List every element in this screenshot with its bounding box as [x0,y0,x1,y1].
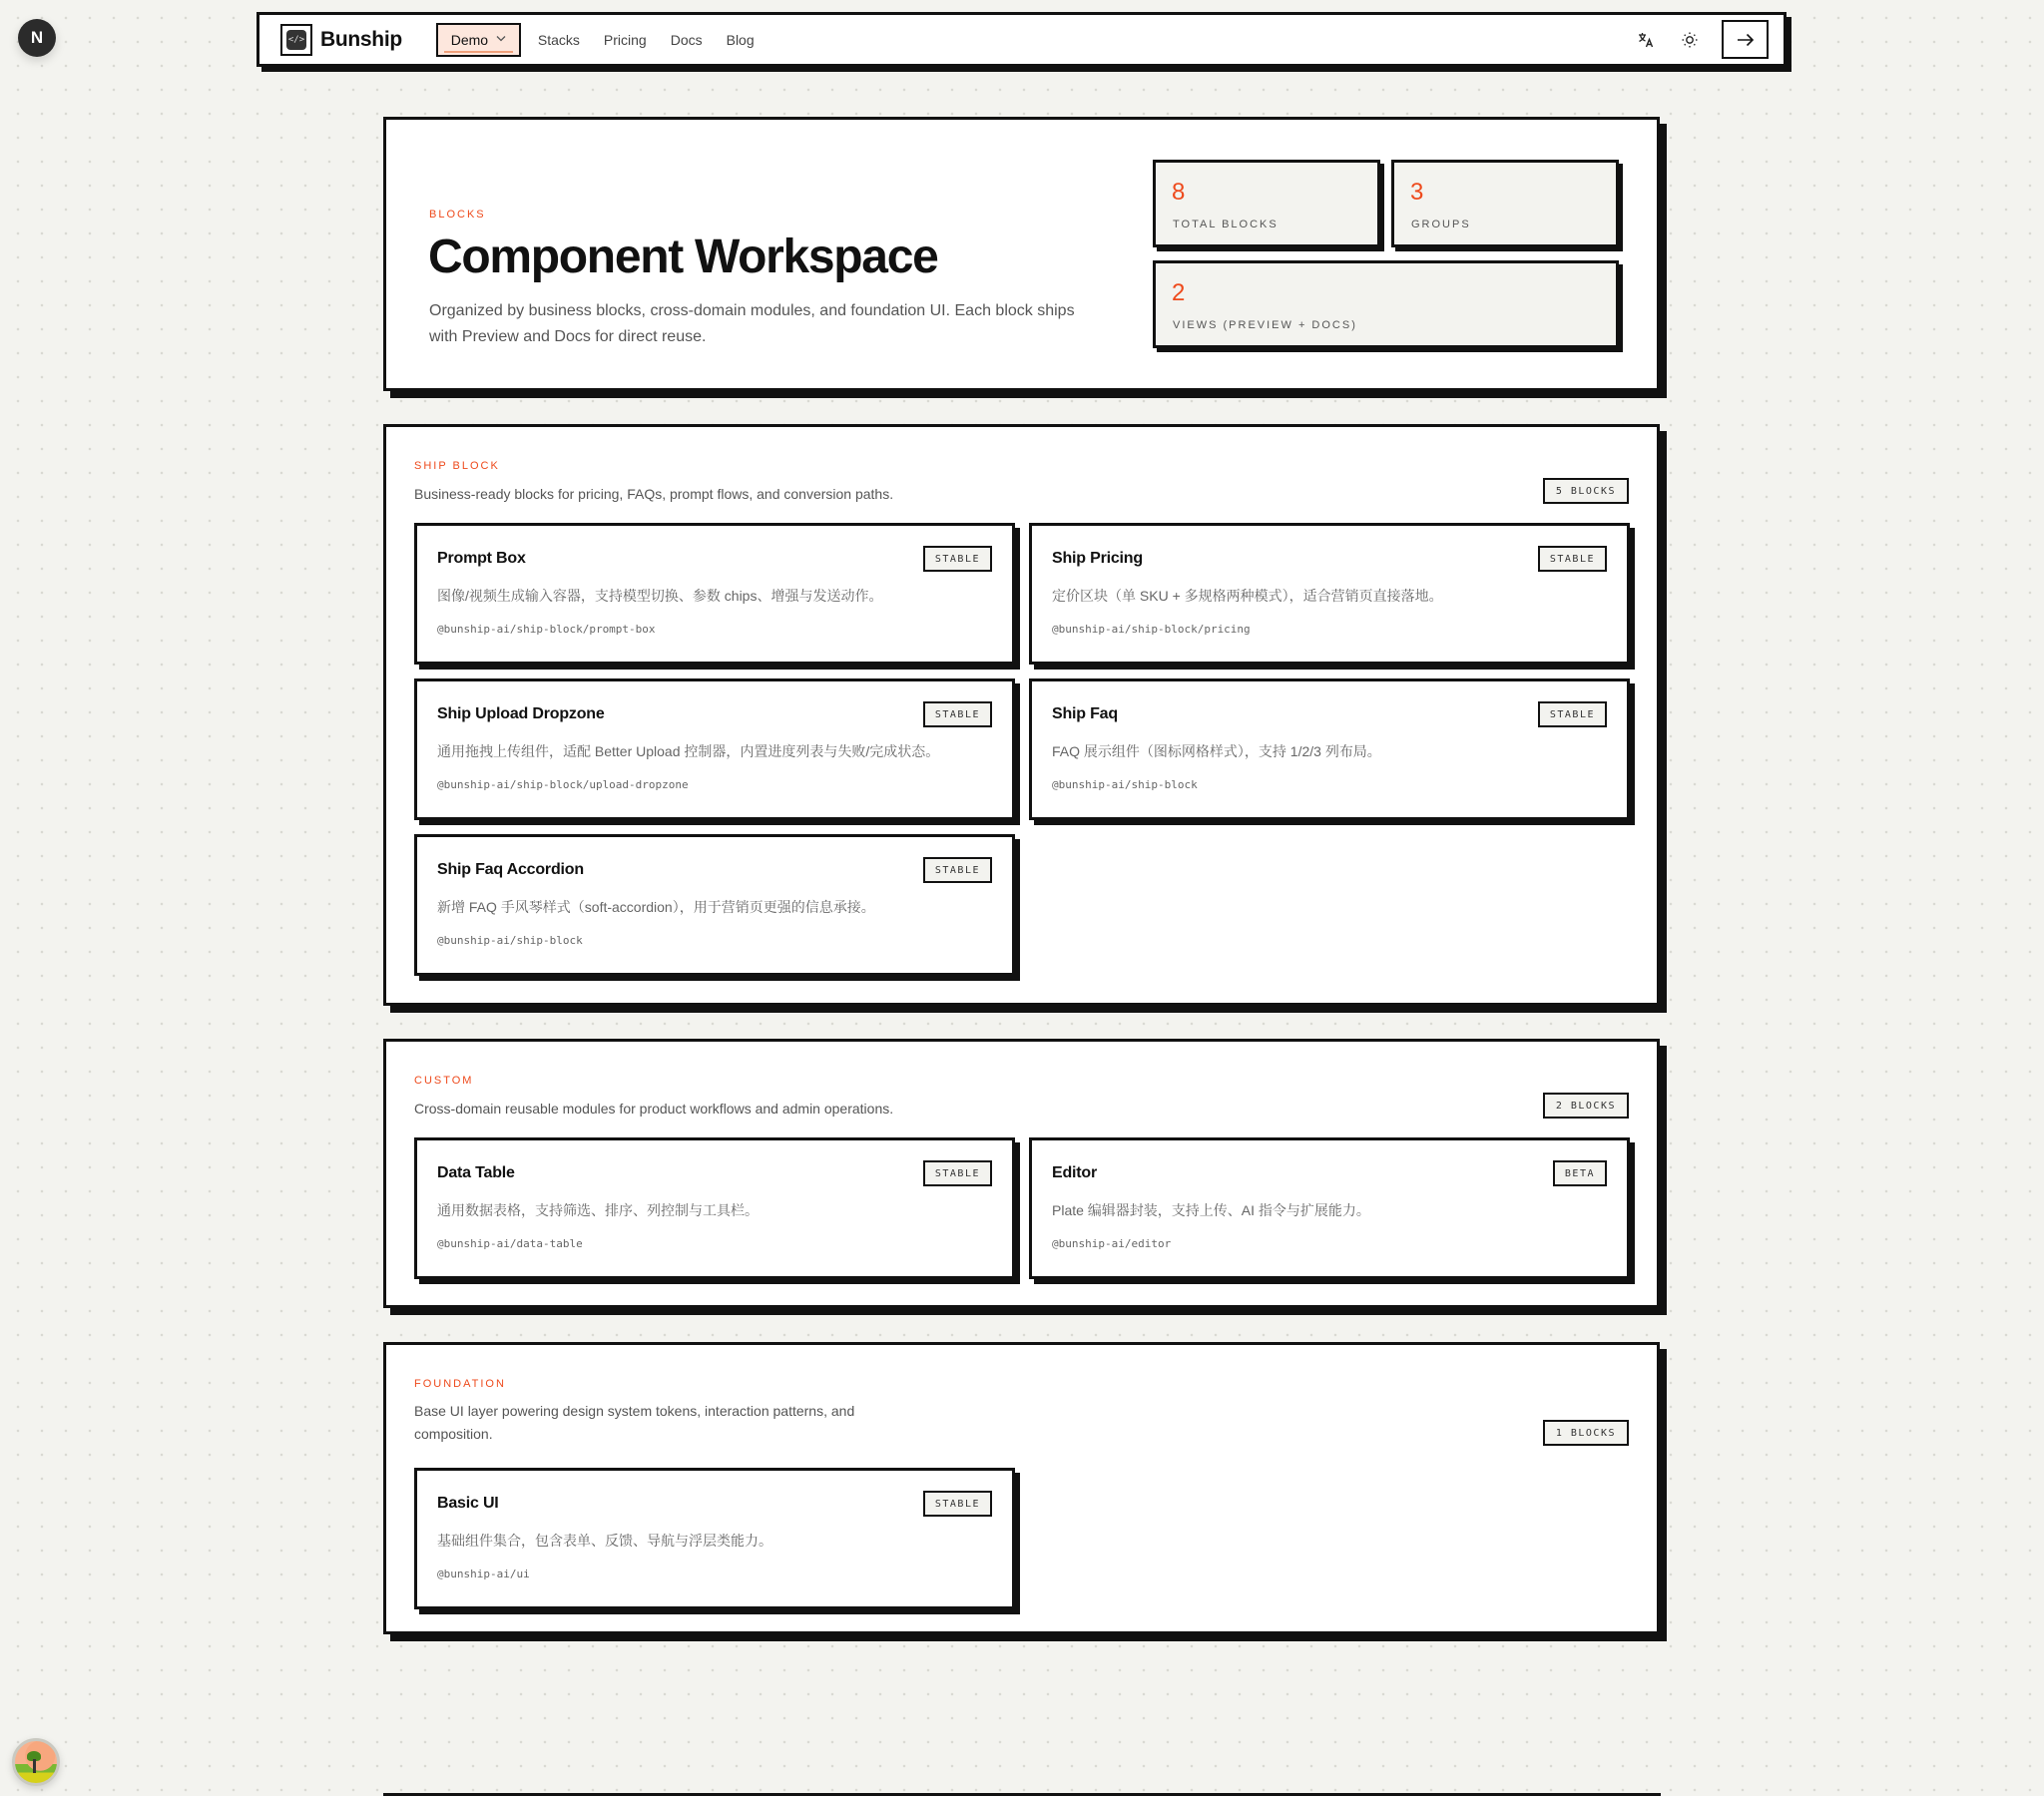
block-card-data-table[interactable] [414,1137,1015,1279]
block-card-editor[interactable] [1029,1137,1630,1279]
card-title: Editor [1052,1164,1098,1181]
card-description: 定价区块（单 SKU + 多规格两种模式），适合营销页直接落地。 [1052,588,1443,604]
block-count-badge: 5 BLOCKS [1543,478,1629,504]
hero-description: Organized by business blocks, cross-domain modules, and foundation UI. Each block ships with Preview and Docs for direct reuse. [429,302,1075,345]
block-card-ship-faq-accordion[interactable] [414,834,1015,976]
nav-link-docs[interactable]: Docs [670,31,703,48]
section-custom [383,1039,1660,1308]
card-title: Ship Faq Accordion [437,861,584,878]
section-eyebrow: FOUNDATION [414,1378,506,1390]
stat-groups [1391,160,1619,247]
stat-views [1153,260,1619,348]
card-description: 通用数据表格，支持筛选、排序、列控制与工具栏。 [437,1202,759,1218]
block-card-prompt-box[interactable] [414,523,1015,665]
nav-link-stacks[interactable]: Stacks [537,31,580,48]
card-description: FAQ 展示组件（图标网格样式），支持 1/2/3 列布局。 [1052,743,1381,759]
card-package: @bunship-ai/ship-block [1052,778,1198,791]
card-title: Ship Faq [1052,705,1118,722]
nav-link-blog[interactable]: Blog [726,31,755,48]
status-badge: STABLE [1538,546,1607,572]
chevron-down-icon [496,34,506,45]
logo-icon [280,24,312,56]
card-description: 新增 FAQ 手风琴样式（soft-accordion），用于营销页更强的信息承接。 [437,899,875,915]
card-package: @bunship-ai/ship-block [437,934,583,947]
status-badge: STABLE [1538,701,1607,727]
page-title: Component Workspace [428,230,938,283]
brand-logo[interactable] [280,24,402,56]
card-description: 通用拖拽上传组件，适配 Better Upload 控制器，内置进度列表与失败/完成状态。 [437,743,940,759]
card-package: @bunship-ai/ship-block/pricing [1052,623,1251,636]
status-badge: STABLE [923,1160,992,1186]
status-badge: STABLE [923,701,992,727]
card-title: Basic UI [437,1495,499,1512]
section-foundation [383,1342,1660,1634]
nav-actions [1617,20,1769,59]
translate-icon[interactable] [1631,25,1661,55]
card-package: @bunship-ai/ui [437,1568,530,1580]
top-nav [256,12,1787,67]
status-badge: STABLE [923,546,992,572]
section-description: Base UI layer powering design system tokens, interaction patterns, and composition. [414,1403,855,1442]
brand-name: Bunship [320,27,402,51]
block-count-badge: 1 BLOCKS [1543,1420,1629,1446]
palm-trunk-icon [33,1759,36,1773]
stat-label: GROUPS [1411,219,1471,230]
stat-value: 3 [1410,179,1424,206]
hero-eyebrow: BLOCKS [429,209,486,221]
stat-value: 8 [1172,179,1186,206]
user-avatar[interactable] [12,1738,60,1786]
card-description: 基础组件集合，包含表单、反馈、导航与浮层类能力。 [437,1533,772,1549]
code-icon: </> [286,30,306,50]
sun-icon[interactable] [1675,25,1705,55]
card-package: @bunship-ai/data-table [437,1237,583,1250]
section-eyebrow: SHIP BLOCK [414,460,500,472]
nav-demo-label: Demo [450,31,489,48]
status-badge: BETA [1553,1160,1607,1186]
card-title: Data Table [437,1164,515,1181]
card-description: 图像/视频生成输入容器，支持模型切换、参数 chips、增强与发送动作。 [437,588,883,604]
card-description: Plate 编辑器封装，支持上传、AI 指令与扩展能力。 [1052,1202,1370,1218]
arrow-right-icon [1737,33,1755,47]
arrow-right-button[interactable] [1722,20,1769,59]
nav-demo-dropdown[interactable] [436,23,521,57]
nav-link-pricing[interactable]: Pricing [603,31,647,48]
section-eyebrow: CUSTOM [414,1075,474,1087]
card-package: @bunship-ai/editor [1052,1237,1172,1250]
card-package: @bunship-ai/ship-block/upload-dropzone [437,778,689,791]
card-package: @bunship-ai/ship-block/prompt-box [437,623,656,636]
card-title: Ship Pricing [1052,550,1143,567]
hero-panel [383,117,1660,391]
card-title: Ship Upload Dropzone [437,705,605,722]
stat-value: 2 [1172,279,1186,306]
stat-label: VIEWS (PREVIEW + DOCS) [1173,319,1357,331]
section-description: Cross-domain reusable modules for product workflows and admin operations. [414,1101,894,1117]
block-card-ship-upload-dropzone[interactable] [414,678,1015,820]
status-badge: STABLE [923,1491,992,1517]
block-card-ship-pricing[interactable] [1029,523,1630,665]
card-title: Prompt Box [437,550,526,567]
status-badge: STABLE [923,857,992,883]
block-card-basic-ui[interactable] [414,1468,1015,1609]
block-card-ship-faq[interactable] [1029,678,1630,820]
stat-label: TOTAL BLOCKS [1173,219,1278,230]
block-count-badge: 2 BLOCKS [1543,1093,1629,1119]
stat-total-blocks [1153,160,1380,247]
section-description: Business-ready blocks for pricing, FAQs, prompt flows, and conversion paths. [414,486,894,502]
nextjs-dev-badge[interactable]: N [18,19,56,57]
section-ship-block [383,424,1660,1006]
